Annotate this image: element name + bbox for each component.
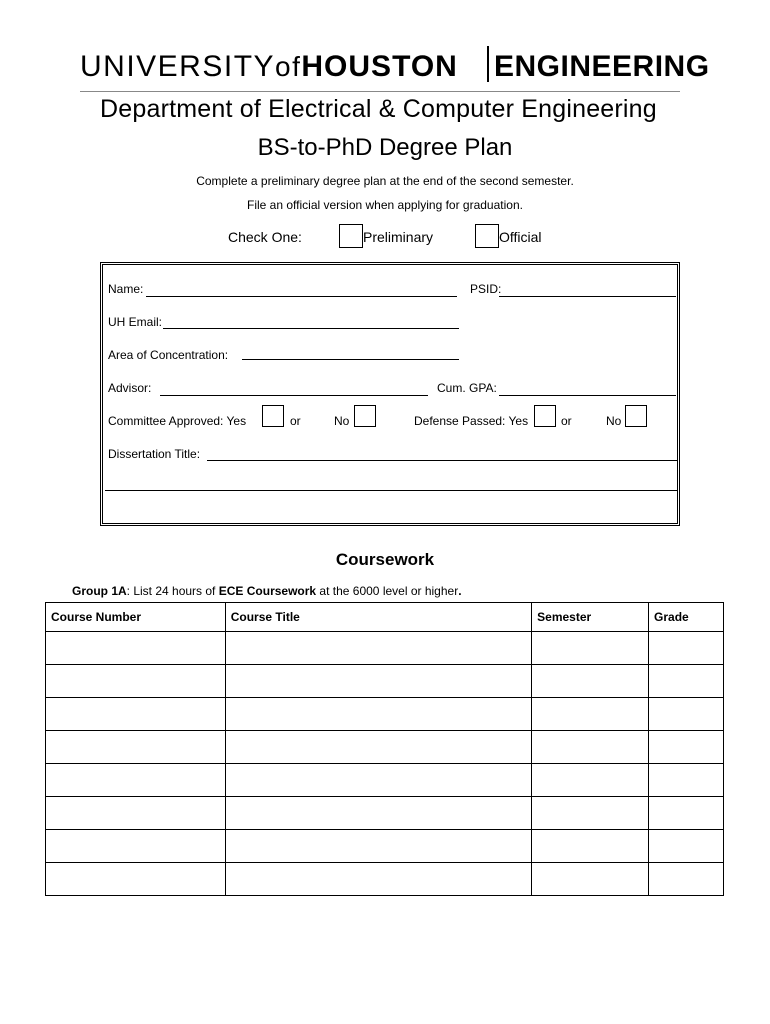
logo-divider [487,46,489,82]
semester-cell[interactable] [532,665,649,698]
table-row [46,665,724,698]
department-name: Department of Electrical & Computer Engineering [100,95,657,123]
group-1a-instruction [72,584,462,598]
course-title-cell[interactable] [225,731,531,764]
semester-cell[interactable] [532,830,649,863]
instruction-1: Complete a preliminary degree plan at the end of the second semester. [196,174,574,188]
name-field[interactable] [146,296,457,297]
concentration-field[interactable] [242,359,459,360]
preliminary-label: Preliminary [363,229,434,245]
gpa-label: Cum. GPA: [437,381,497,395]
grade-cell[interactable] [649,764,724,797]
psid-label: PSID: [470,282,502,296]
email-label: UH Email: [108,315,163,329]
course-title-cell[interactable] [225,797,531,830]
name-label: Name: [108,282,144,296]
committee-no-label: No [334,414,350,428]
course-number-cell[interactable] [46,632,226,665]
table-row [46,632,724,665]
table-row [46,863,724,896]
university-logo [80,44,710,86]
semester-cell[interactable] [532,731,649,764]
defense-no-label: No [606,414,622,428]
psid-field[interactable] [499,296,676,297]
committee-yes-checkbox[interactable] [262,405,284,427]
course-number-cell[interactable] [46,731,226,764]
coursework-heading: Coursework [335,550,435,569]
defense-or: or [561,414,572,428]
grade-cell[interactable] [649,698,724,731]
course-number-cell[interactable] [46,863,226,896]
logo-houston: HOUSTON [301,50,458,83]
grade-cell[interactable] [649,731,724,764]
coursework-table [45,602,724,896]
course-number-cell[interactable] [46,830,226,863]
dissertation-field-line-2[interactable] [105,490,678,491]
semester-cell[interactable] [532,797,649,830]
grade-cell[interactable] [649,830,724,863]
course-title-cell[interactable] [225,632,531,665]
preliminary-checkbox[interactable] [339,224,363,248]
header-rule [80,91,680,92]
column-header-course-title: Course Title [225,603,531,632]
instruction-2: File an official version when applying for graduation. [247,198,523,212]
course-number-cell[interactable] [46,665,226,698]
semester-cell[interactable] [532,764,649,797]
grade-cell[interactable] [649,665,724,698]
table-row [46,731,724,764]
semester-cell[interactable] [532,863,649,896]
check-one-label: Check One: [228,229,302,245]
table-row [46,797,724,830]
advisor-field[interactable] [160,395,428,396]
defense-no-checkbox[interactable] [625,405,647,427]
group-bold-text: ECE Coursework [218,584,317,598]
defense-yes-checkbox[interactable] [534,405,556,427]
semester-cell[interactable] [532,632,649,665]
column-header-grade: Grade [649,603,724,632]
official-label: Official [499,229,542,245]
dissertation-field[interactable] [207,460,678,461]
course-number-cell[interactable] [46,764,226,797]
dissertation-label: Dissertation Title: [108,447,201,461]
concentration-label: Area of Concentration: [108,348,229,362]
grade-cell[interactable] [649,863,724,896]
coursework-table-body [46,632,724,896]
email-field[interactable] [163,328,459,329]
committee-or: or [290,414,301,428]
course-number-cell[interactable] [46,698,226,731]
group-text-2: at the 6000 level or higher [316,584,459,598]
advisor-label: Advisor: [108,381,152,395]
column-header-course-number: Course Number [46,603,226,632]
table-row [46,830,724,863]
committee-label: Committee Approved: Yes [108,414,247,428]
student-info-box [100,262,680,526]
course-title-cell[interactable] [225,698,531,731]
table-header-row [46,603,724,632]
column-header-semester: Semester [532,603,649,632]
logo-engineering: ENGINEERING [494,50,710,83]
logo-wordmark [80,50,458,84]
course-number-cell[interactable] [46,797,226,830]
logo-of: of [275,51,302,82]
gpa-field[interactable] [499,395,676,396]
course-title-cell[interactable] [225,863,531,896]
semester-cell[interactable] [532,698,649,731]
table-row [46,764,724,797]
table-row [46,698,724,731]
grade-cell[interactable] [649,797,724,830]
committee-no-checkbox[interactable] [354,405,376,427]
page-title: BS-to-PhD Degree Plan [257,134,513,161]
logo-university: UNIVERSITY [80,50,276,83]
course-title-cell[interactable] [225,665,531,698]
group-period: . [458,584,462,598]
course-title-cell[interactable] [225,764,531,797]
official-checkbox[interactable] [475,224,499,248]
defense-label: Defense Passed: Yes [414,414,529,428]
grade-cell[interactable] [649,632,724,665]
group-text-1: : List 24 hours of [126,584,219,598]
course-title-cell[interactable] [225,830,531,863]
group-label: Group 1A [72,584,127,598]
